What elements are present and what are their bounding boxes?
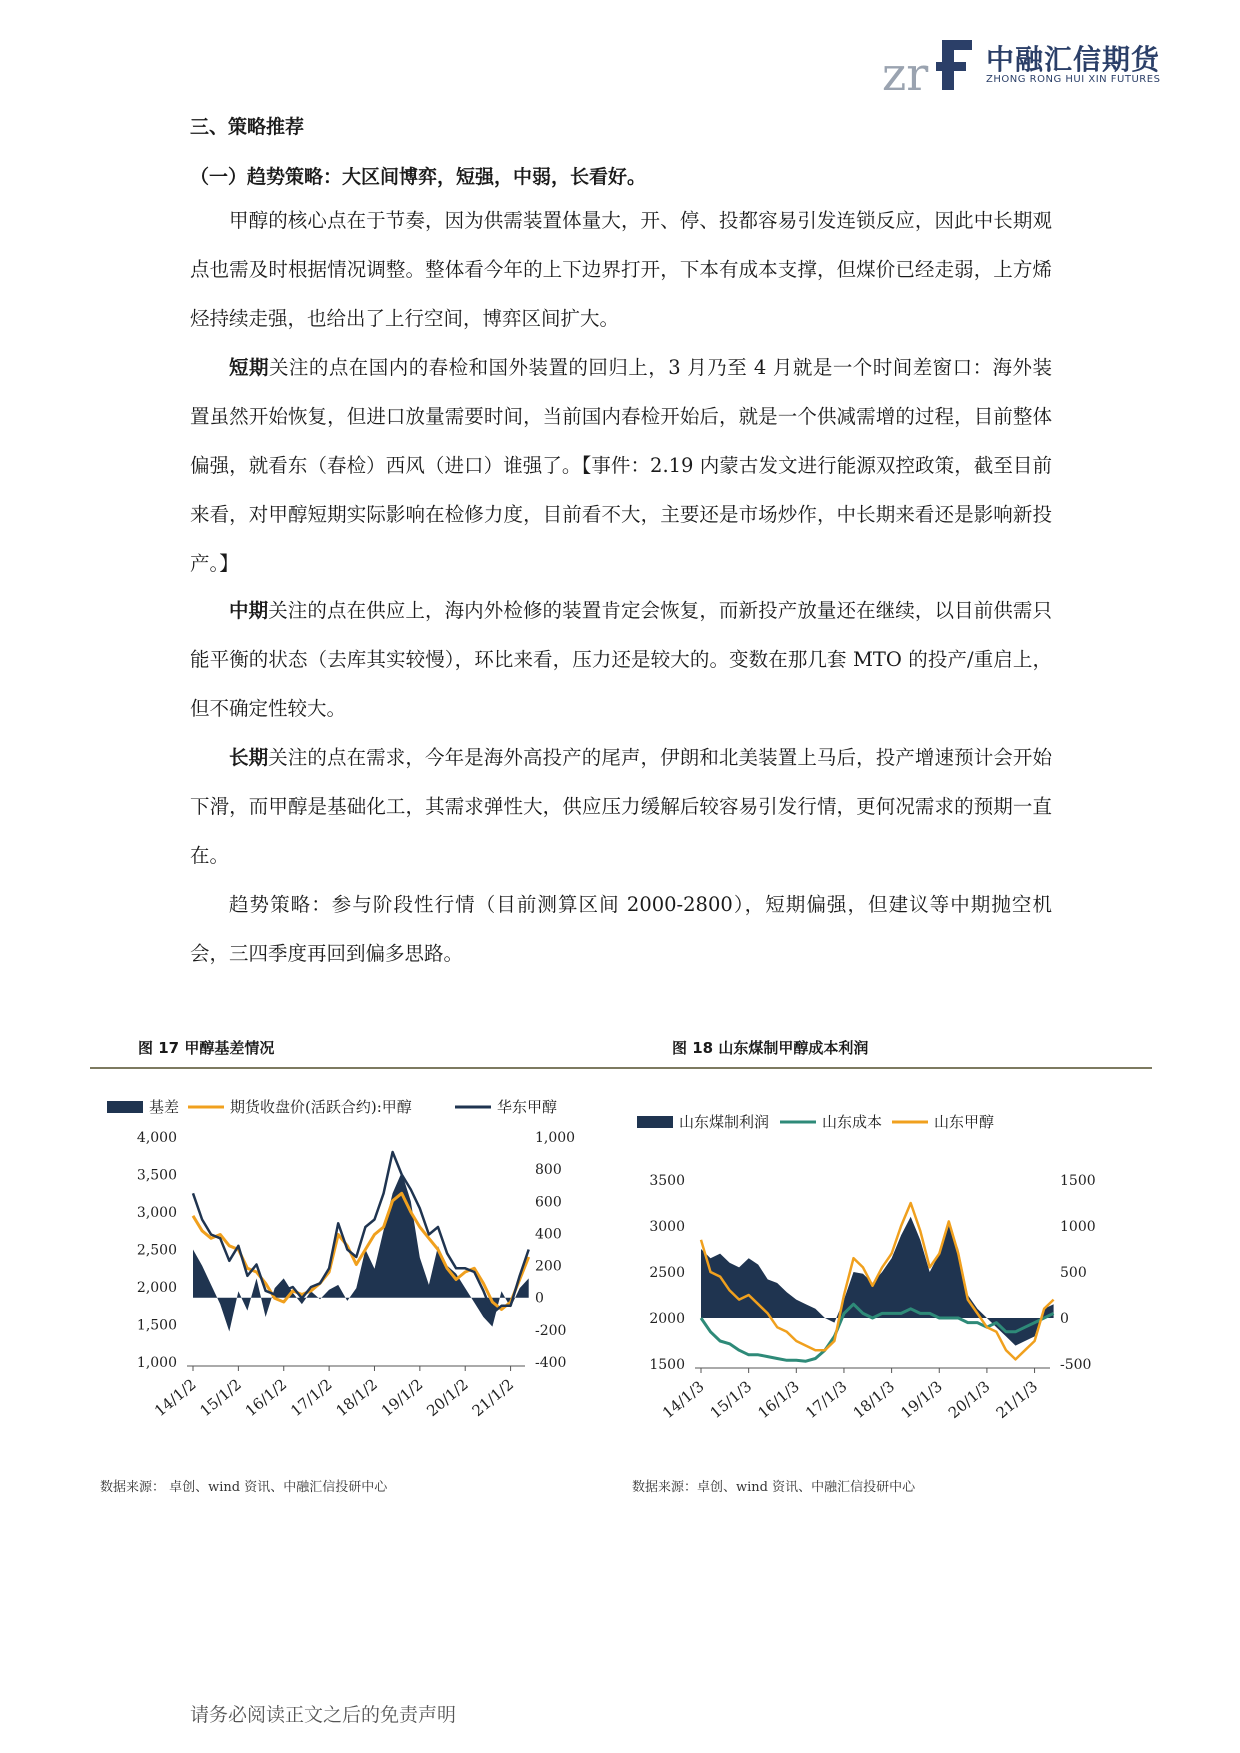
- body-text-mid-term: [190, 586, 1052, 733]
- basis-chart: [95, 1072, 615, 1462]
- logo-chinese-name: 中融汇信期货: [986, 43, 1161, 76]
- figure-rule: [90, 1067, 1152, 1069]
- x-tick-label: 14/1/3: [659, 1377, 708, 1423]
- y-right-tick-label: 1,000: [535, 1130, 576, 1146]
- legend-label: 山东成本: [822, 1113, 883, 1131]
- x-tick-label: 17/1/3: [801, 1377, 851, 1423]
- figure-rule-gap: [620, 1069, 621, 1073]
- disclaimer-footer: 请务必阅读正文之后的免责声明: [190, 1704, 457, 1726]
- paragraph-lead: 短期: [229, 356, 269, 379]
- paragraph-text: 甲醇的核心点在于节奏，因为供需装置体量大，开、停、投都容易引发连锁反应，因此中长期观点也需及时根据情况调整。整体看今年的上下边界打开，下本有成本支撑，但煤价已经走弱，上方烯烃持续走强，也给出了上行空间，博弈区间扩大。: [190, 209, 1052, 330]
- y-left-tick-label: 1,500: [136, 1317, 177, 1334]
- x-tick-label: 20/1/2: [423, 1375, 472, 1421]
- y-right-tick-label: 0: [1060, 1311, 1069, 1327]
- y-left-tick-label: 2000: [649, 1311, 685, 1327]
- series-area-0: [193, 1172, 529, 1331]
- paragraph-text: 关注的点在供应上，海内外检修的装置肯定会恢复，而新投产放量还在继续，以目前供需只能平衡的状态（去库其实较慢），环比来看，压力还是较大的。变数在那几套 MTO 的投产/重启上，但不确定性较大。: [190, 599, 1052, 720]
- figure-18-title: 图 18 山东煤制甲醇成本利润: [672, 1039, 869, 1057]
- y-right-tick-label: 0: [535, 1290, 544, 1307]
- body-text-short-term: [190, 343, 1052, 588]
- body-text-long-term: [190, 733, 1052, 880]
- y-left-tick-label: 2,000: [136, 1280, 177, 1296]
- paragraph-4: [190, 733, 1052, 880]
- y-right-tick-label: 1500: [1060, 1173, 1096, 1189]
- section-title: 三、策略推荐: [190, 116, 305, 138]
- y-left-tick-label: 3,500: [136, 1167, 177, 1184]
- svg-text:zr: zr: [882, 47, 929, 100]
- paragraph-lead: 长期: [229, 746, 269, 769]
- y-left-tick-label: 3000: [649, 1219, 685, 1235]
- legend-label: 山东煤制利润: [679, 1113, 770, 1131]
- y-left-tick-label: 1,000: [136, 1355, 177, 1371]
- zrf-logo-icon: [880, 30, 980, 100]
- y-left-tick-label: 2,500: [136, 1242, 177, 1259]
- y-right-tick-label: -200: [535, 1322, 567, 1339]
- y-left-tick-label: 3,000: [136, 1205, 177, 1221]
- x-tick-label: 15/1/2: [196, 1375, 245, 1421]
- x-tick-label: 20/1/3: [944, 1377, 994, 1423]
- y-right-tick-label: 400: [535, 1226, 562, 1243]
- x-tick-label: 17/1/2: [287, 1375, 336, 1421]
- x-tick-label: 16/1/2: [241, 1375, 291, 1421]
- y-left-tick-label: 4,000: [136, 1130, 177, 1146]
- body-text: [190, 196, 1052, 343]
- x-tick-label: 18/1/3: [849, 1377, 899, 1423]
- x-tick-label: 14/1/2: [151, 1375, 200, 1421]
- company-logo: [880, 30, 1180, 100]
- cost-profit-chart: [625, 1072, 1150, 1462]
- paragraph-text: 关注的点在需求，今年是海外高投产的尾声，伊朗和北美装置上马后，投产增速预计会开始下滑，而甲醇是基础化工，其需求弹性大，供应压力缓解后较容易引发行情，更何况需求的预期一直在。: [190, 746, 1052, 867]
- paragraph-text: 关注的点在国内的春检和国外装置的回归上，3 月乃至 4 月就是一个时间差窗口：海外装置虽然开始恢复，但进口放量需要时间，当前国内春检开始后，就是一个供减需增的过程，目前整体偏强，就看东（春检）西风（进口）谁强了。【事件：2.19 内蒙古发文进行能源双控政策，截至目前来看，对甲醇短期实际影响在检修力度，目前看不大，主要还是市场炒作，中长期来看还是影响新投产。】: [190, 356, 1052, 575]
- y-right-tick-label: 600: [535, 1194, 562, 1211]
- body-text-strategy: [190, 880, 1052, 978]
- legend-label: 山东甲醇: [934, 1113, 995, 1131]
- x-tick-label: 21/1/3: [992, 1377, 1042, 1423]
- paragraph-lead: 中期: [229, 599, 269, 622]
- x-tick-label: 16/1/3: [754, 1377, 803, 1423]
- paragraph-1: [190, 196, 1052, 343]
- y-right-tick-label: 500: [1060, 1265, 1087, 1281]
- y-right-tick-label: 800: [535, 1162, 562, 1179]
- x-tick-label: 18/1/2: [332, 1375, 382, 1421]
- figure-17-title: 图 17 甲醇基差情况: [138, 1039, 275, 1057]
- x-tick-label: 21/1/2: [468, 1375, 518, 1421]
- paragraph-3: [190, 586, 1052, 733]
- y-left-tick-label: 2500: [649, 1265, 685, 1281]
- y-right-tick-label: -400: [535, 1355, 567, 1371]
- y-right-tick-label: -500: [1060, 1357, 1092, 1373]
- paragraph-5: [190, 880, 1052, 978]
- y-right-tick-label: 200: [535, 1258, 562, 1275]
- x-tick-label: 19/1/2: [377, 1375, 427, 1421]
- y-right-tick-label: 1000: [1060, 1219, 1096, 1235]
- legend-swatch-area: [637, 1116, 673, 1128]
- legend-label: 华东甲醇: [497, 1098, 558, 1116]
- paragraph-2: [190, 343, 1052, 588]
- figure-18-source: 数据来源：卓创、wind 资讯、中融汇信投研中心: [632, 1480, 916, 1495]
- x-tick-label: 19/1/3: [897, 1377, 946, 1423]
- logo-english-name: ZHONG RONG HUI XIN FUTURES: [986, 74, 1161, 85]
- y-left-tick-label: 3500: [649, 1173, 685, 1189]
- y-left-tick-label: 1500: [649, 1357, 685, 1373]
- figure-17-source: 数据来源： 卓创、wind 资讯、中融汇信投研中心: [100, 1480, 388, 1495]
- x-tick-label: 15/1/3: [706, 1377, 756, 1423]
- legend-label: 期货收盘价(活跃合约):甲醇: [230, 1098, 412, 1116]
- section-subtitle: （一）趋势策略：大区间博弈，短强，中弱，长看好。: [190, 166, 647, 188]
- paragraph-text: 趋势策略：参与阶段性行情（目前测算区间 2000-2800），短期偏强，但建议等中期抛空机会，三四季度再回到偏多思路。: [190, 893, 1052, 965]
- legend-swatch-area: [107, 1101, 143, 1113]
- legend-label: 基差: [149, 1098, 180, 1116]
